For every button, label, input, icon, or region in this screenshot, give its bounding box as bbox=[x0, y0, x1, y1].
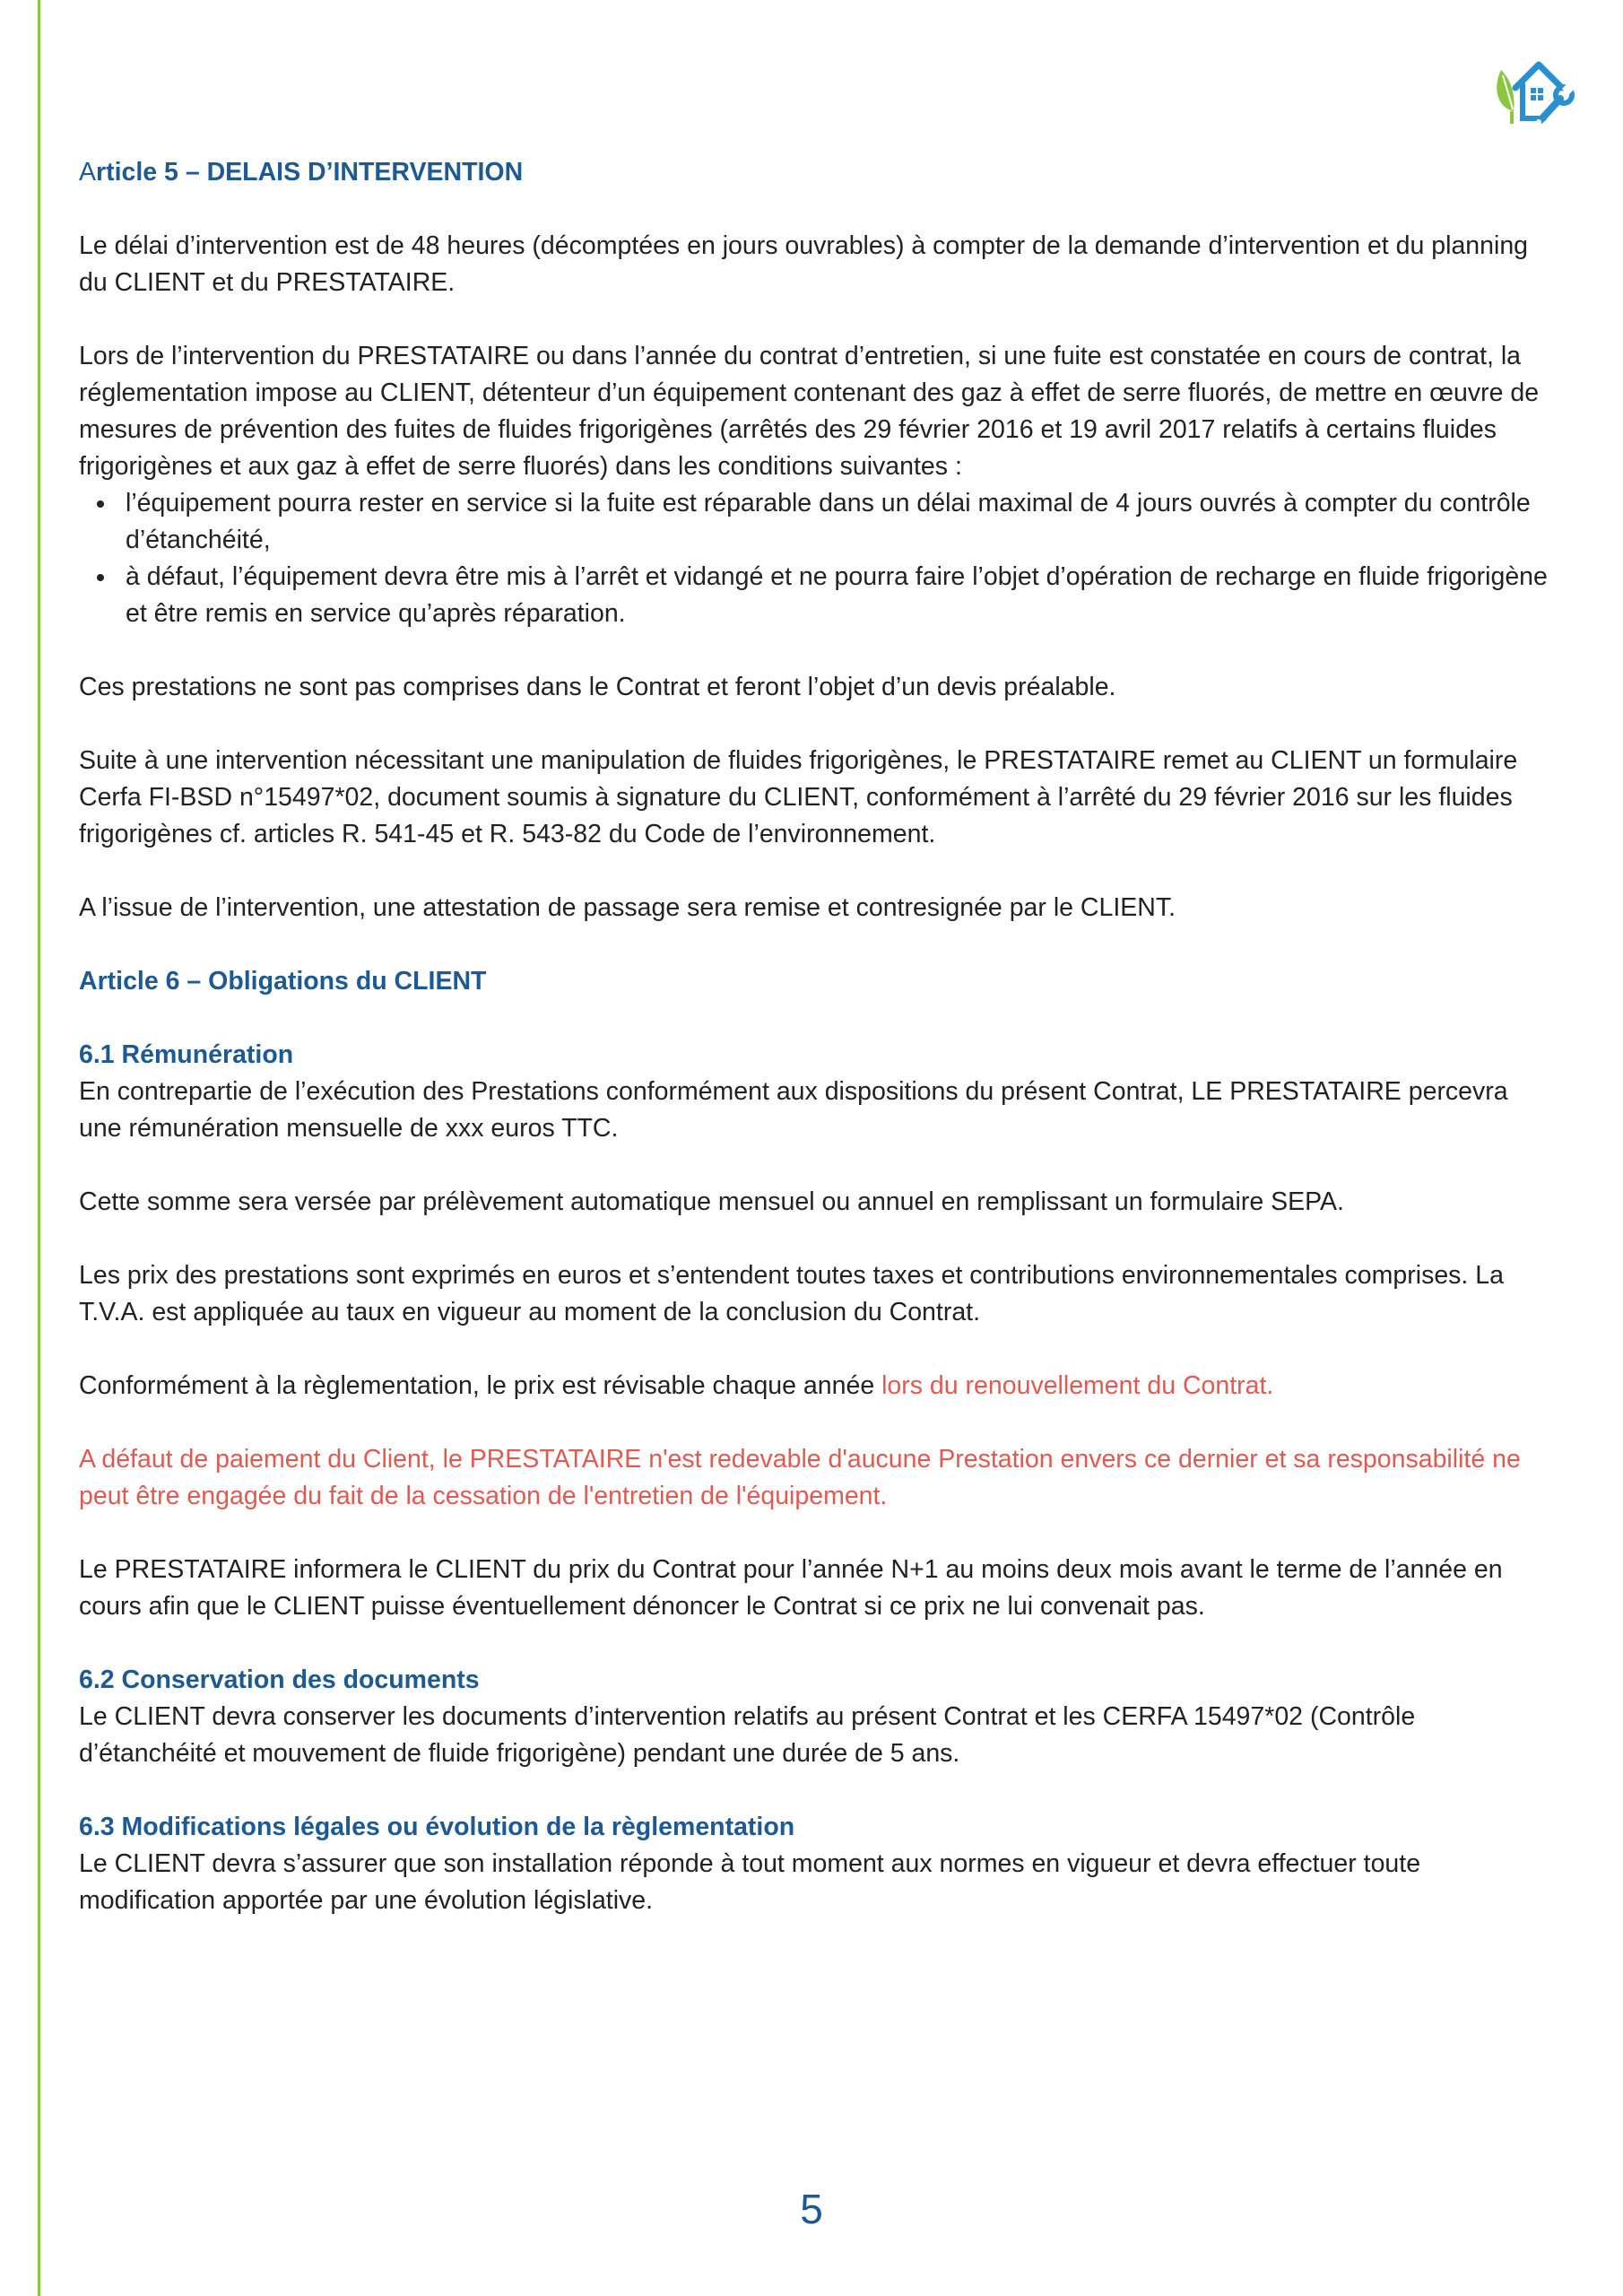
article-5-paragraph-2: Lors de l’intervention du PRESTATAIRE ou dans l’année du contrat d’entretien, si une fuite est constatée en cours de contrat, la réglementation impose au CLIENT, détenteur d’un équipement contenant des gaz à effet de serre fluorés, de mettre en œuvre de mesures de prévention des fuites de fluides frigorigènes (arrêtés des 29 février 2016 et 19 avril 2017 relatifs à certains fluides frigorigènes et aux gaz à effet de serre fluorés) dans les conditions suivantes : bbox=[79, 342, 1540, 481]
house-leaf-wrench-icon bbox=[1488, 52, 1578, 133]
highlighted-text: lors du renouvellement du Contrat. bbox=[881, 1371, 1274, 1400]
list-item: l’équipement pourra rester en service si la fuite est réparable dans un délai maximal de 4 jours ouvrés à compter du contrôle d’étanchéité, bbox=[79, 485, 1549, 559]
article-5-paragraph-5: A l’issue de l’intervention, une attestation de passage sera remise et contresignée par le CLIENT. bbox=[79, 893, 1176, 922]
section-6-1 bbox=[79, 1037, 1549, 1147]
page-number: 5 bbox=[800, 2186, 823, 2232]
section-6-1-paragraph-5: A défaut de paiement du Client, le PRESTATAIRE n'est redevable d'aucune Prestation envers ce dernier et sa responsabilité ne peut être engagée du fait de la cessation de l'entretien de l'équipement. bbox=[79, 1445, 1521, 1510]
list-item: à défaut, l’équipement devra être mis à l’arrêt et vidangé et ne pourra faire l’objet d’opération de recharge en fluide frigorigène et être remis en service qu’après réparation. bbox=[79, 559, 1549, 632]
section-6-3 bbox=[79, 1809, 1549, 1919]
section-6-1-title: 6.1 Rémunération bbox=[79, 1040, 294, 1069]
document-body bbox=[79, 154, 1549, 1956]
section-6-1-paragraph-4: Conformément à la règlementation, le prix est révisable chaque année lors du renouvellement du Contrat. bbox=[79, 1371, 1274, 1400]
article-5-bullet-list bbox=[79, 485, 1549, 632]
section-6-2-paragraph-1: Le CLIENT devra conserver les documents d’intervention relatifs au présent Contrat et les CERFA 15497*02 (Contrôle d’étanchéité et mouvement de fluide frigorigène) pendant une durée de 5 ans. bbox=[79, 1702, 1416, 1768]
left-margin-rule bbox=[38, 0, 40, 2296]
section-6-1-paragraph-2: Cette somme sera versée par prélèvement automatique mensuel ou annuel en remplissant un formulaire SEPA. bbox=[79, 1187, 1344, 1216]
section-6-2-title: 6.2 Conservation des documents bbox=[79, 1665, 480, 1694]
article-5-heading: Article 5 – DELAIS D’INTERVENTION bbox=[79, 158, 524, 187]
section-6-1-paragraph-6: Le PRESTATAIRE informera le CLIENT du prix du Contrat pour l’année N+1 au moins deux mois avant le terme de l’année en cours afin que le CLIENT puisse éventuellement dénoncer le Contrat si ce prix ne lui convenait pas. bbox=[79, 1555, 1503, 1621]
section-6-1-paragraph-1: En contrepartie de l’exécution des Prestations conformément aux dispositions du présent Contrat, LE PRESTATAIRE percevra une rémunération mensuelle de xxx euros TTC. bbox=[79, 1077, 1508, 1143]
section-6-3-paragraph-1: Le CLIENT devra s’assurer que son installation réponde à tout moment aux normes en vigueur et devra effectuer toute modification apportée par une évolution législative. bbox=[79, 1849, 1421, 1915]
article-6-heading: Article 6 – Obligations du CLIENT bbox=[79, 967, 487, 996]
section-6-3-title: 6.3 Modifications légales ou évolution de la règlementation bbox=[79, 1813, 795, 1841]
article-5-paragraph-4: Suite à une intervention nécessitant une manipulation de fluides frigorigènes, le PRESTATAIRE remet au CLIENT un formulaire Cerfa FI-BSD n°15497*02, document soumis à signature du CLIENT, conformément à l’arrêté du 29 février 2016 sur les fluides frigorigènes cf. articles R. 541-45 et R. 543-82 du Code de l’environnement. bbox=[79, 746, 1518, 848]
section-6-1-paragraph-3: Les prix des prestations sont exprimés en euros et s’entendent toutes taxes et contributions environnementales comprises. La T.V.A. est appliquée au taux en vigueur au moment de la conclusion du Contrat. bbox=[79, 1261, 1504, 1326]
article-5-paragraph-1: Le délai d’intervention est de 48 heures (décomptées en jours ouvrables) à compter de la demande d’intervention et du planning du CLIENT et du PRESTATAIRE. bbox=[79, 231, 1529, 297]
article-5-paragraph-3: Ces prestations ne sont pas comprises dans le Contrat et feront l’objet d’un devis préalable. bbox=[79, 673, 1116, 701]
section-6-2 bbox=[79, 1662, 1549, 1772]
